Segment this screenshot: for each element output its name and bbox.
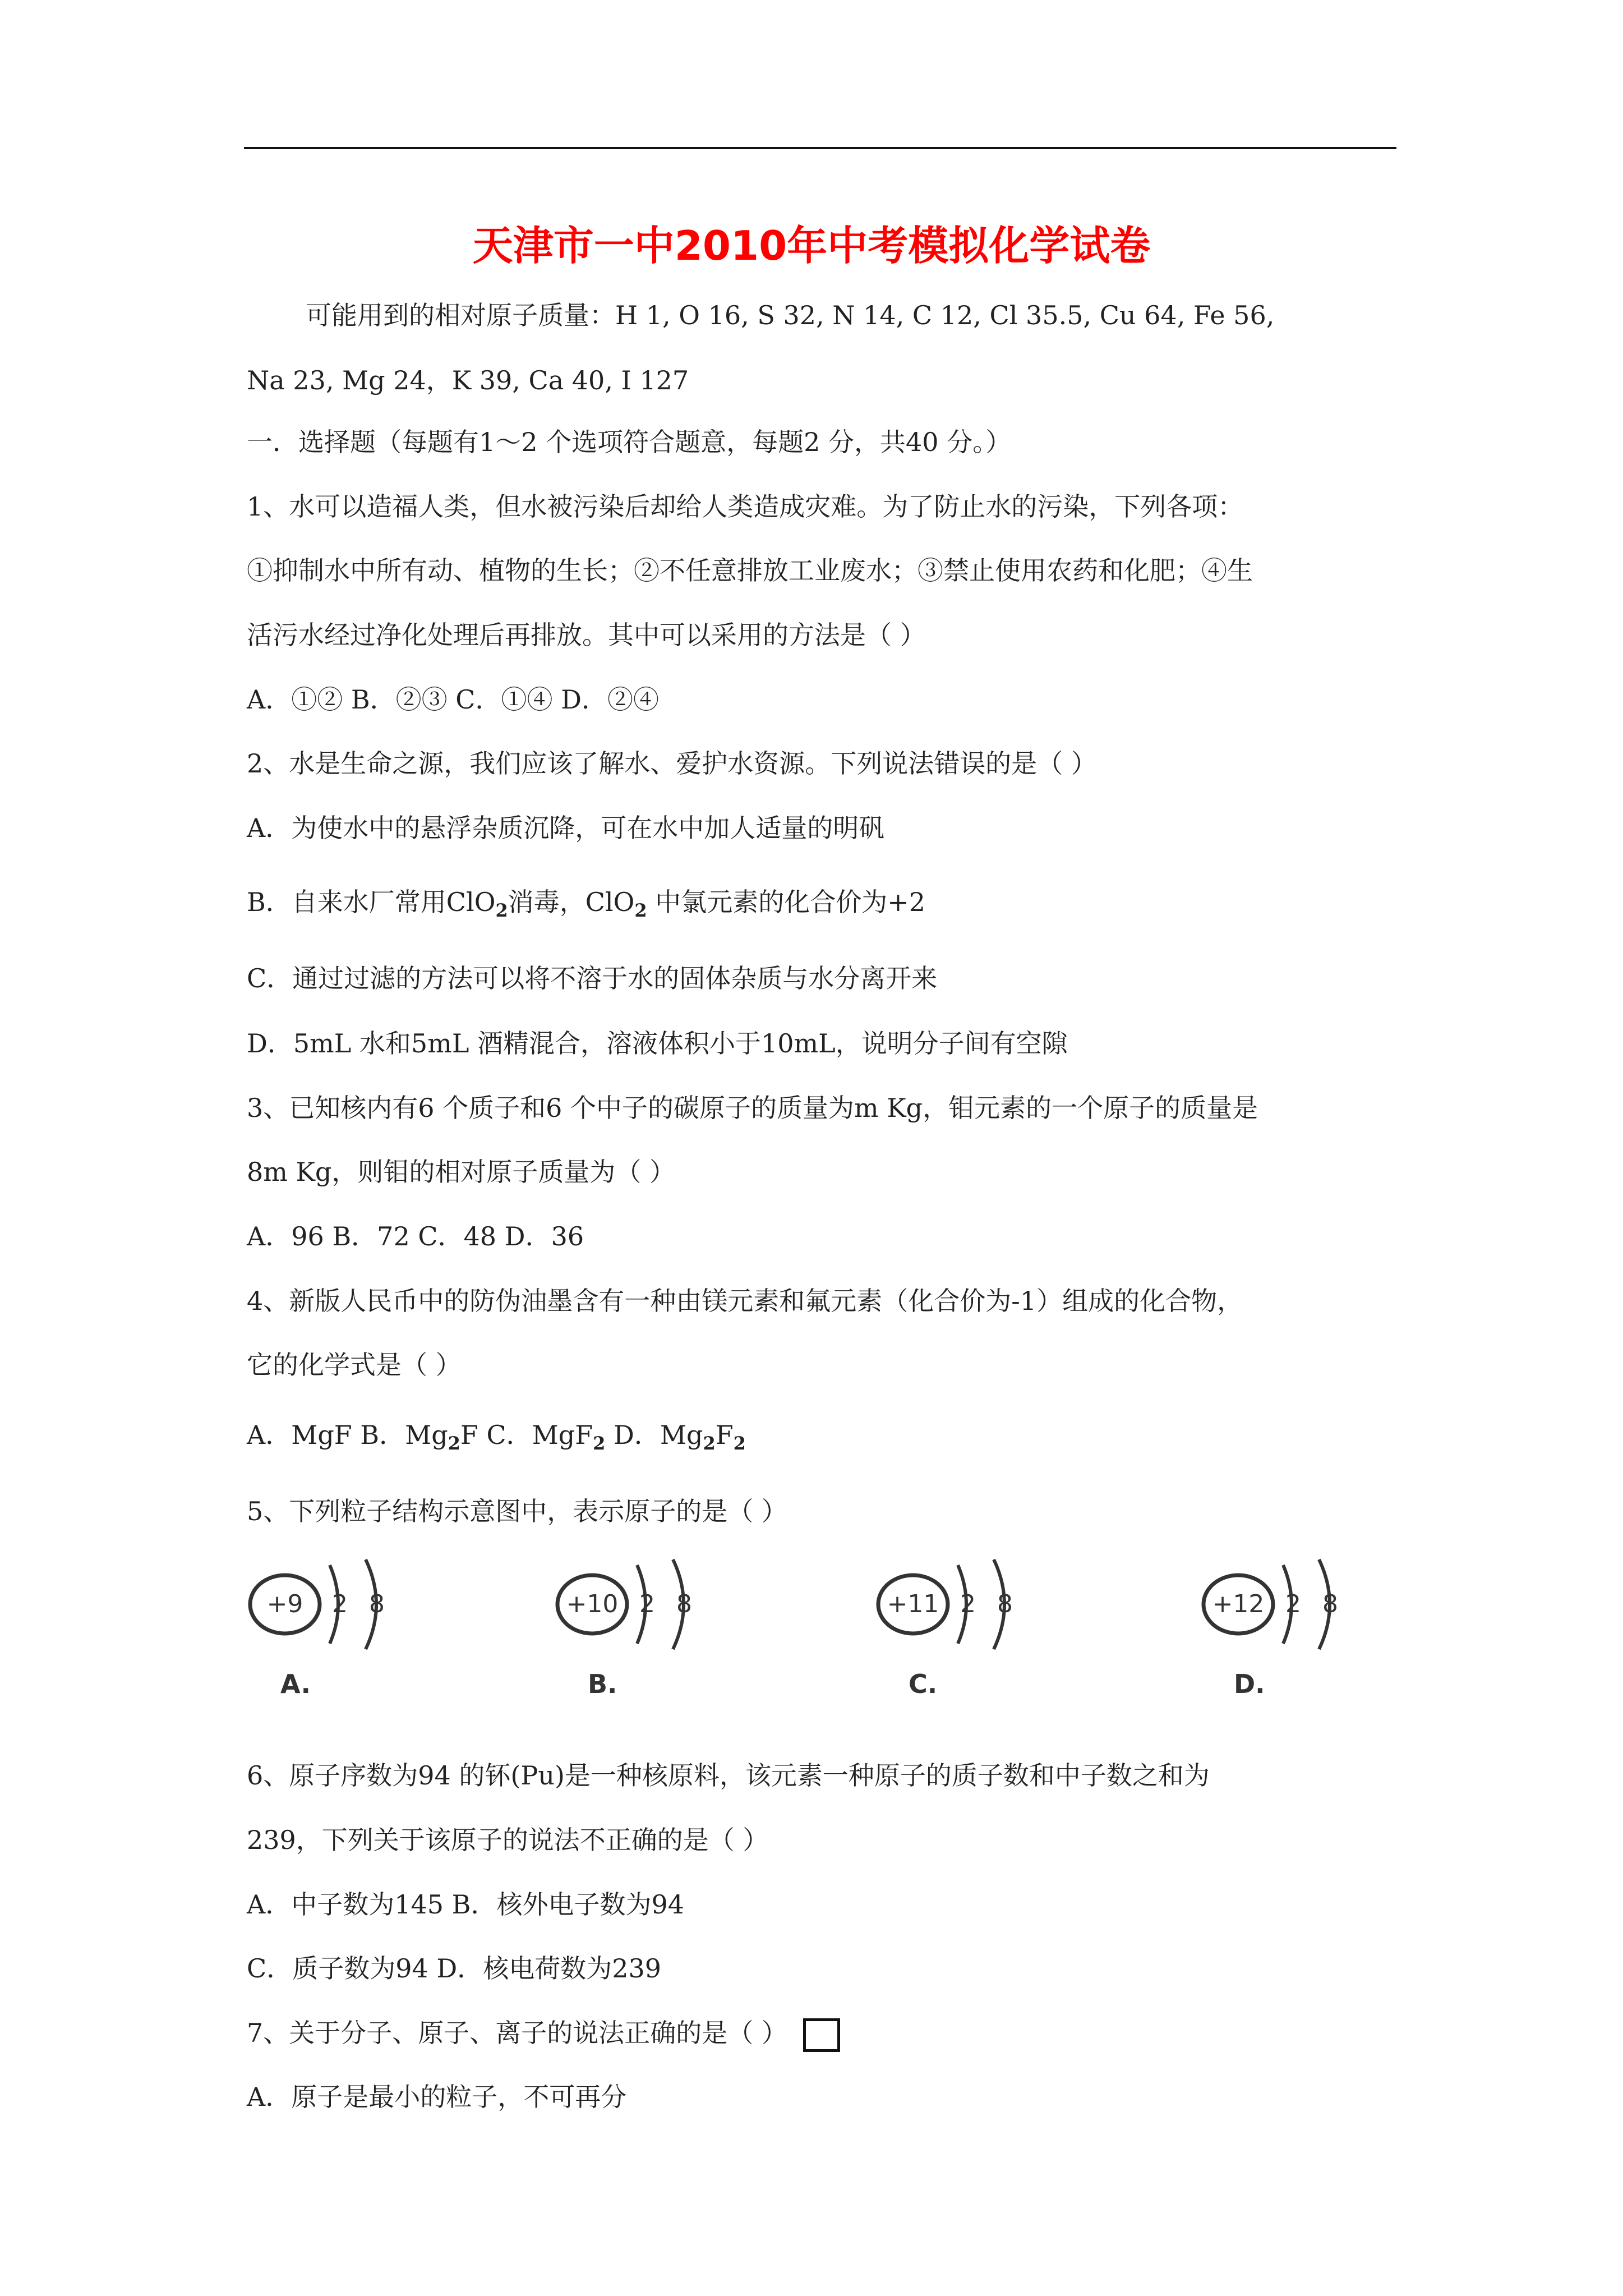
q6-options-line-1: A．中子数为145 B．核外电子数为94: [247, 1889, 684, 1920]
q2-option-b-part-1: B．自来水厂常用ClO: [247, 887, 496, 917]
header-rule: [244, 147, 1396, 149]
q4-option-part-1: A．MgF B．Mg: [247, 1420, 448, 1450]
q6-options-line-2: C．质子数为94 D．核电荷数为239: [247, 1953, 662, 1984]
q4-option-part-4: F: [715, 1420, 734, 1450]
section-header: 一．选择题（每题有1～2 个选项符合题意，每题2 分，共40 分。）: [247, 427, 1012, 457]
q2-option-b-part-2: 消毒，ClO: [508, 887, 635, 917]
atomic-mass-line-1: 可能用到的相对原子质量：H 1, O 16, S 32, N 14, C 12, Cl 35.5, Cu 64, Fe 56,: [306, 300, 1275, 330]
atom-structure-drawing: [1195, 1554, 1374, 1722]
particle-diagram-b: [548, 1554, 728, 1722]
q7-option-a: A．原子是最小的粒子，不可再分: [247, 2082, 627, 2112]
q4-option-part-3: D．Mg: [605, 1420, 703, 1450]
q4-stem-line-2: 它的化学式是（ ）: [247, 1350, 462, 1380]
q2-option-d: D．5mL 水和5mL 酒精混合，溶液体积小于10mL，说明分子间有空隙: [247, 1028, 1068, 1059]
q5-stem: 5、下列粒子结构示意图中，表示原子的是（ ）: [247, 1496, 787, 1526]
diagram-label: C.: [909, 1669, 938, 1699]
atomic-mass-line-2: Na 23, Mg 24，K 39, Ca 40, I 127: [247, 365, 689, 395]
q6-stem-line-2: 239，下列关于该原子的说法不正确的是（ ）: [247, 1825, 769, 1855]
subscript-2: 2: [448, 1433, 460, 1454]
q3-stem-line-2: 8m Kg，则钼的相对原子质量为（ ）: [247, 1157, 675, 1187]
shell-1-electrons: 2: [639, 1590, 655, 1618]
q3-options: A．96 B．72 C．48 D．36: [247, 1221, 584, 1251]
q1-stem-line-3: 活污水经过净化处理后再排放。其中可以采用的方法是（ ）: [247, 620, 926, 650]
subscript-2: 2: [495, 900, 508, 921]
subscript-2: 2: [733, 1433, 746, 1454]
nucleus-charge: +12: [1212, 1590, 1265, 1618]
q2-option-a: A．为使水中的悬浮杂质沉降，可在水中加人适量的明矾: [247, 813, 885, 843]
diagram-label: B.: [588, 1669, 617, 1699]
q1-stem-line-2: ①抑制水中所有动、植物的生长；②不任意排放工业废水；③禁止使用农药和化肥；④生: [247, 555, 1253, 586]
page-title: 天津市一中2010年中考模拟化学试卷: [472, 222, 1151, 269]
q4-stem-line-1: 4、新版人民币中的防伪油墨含有一种由镁元素和氟元素（化合价为-1）组成的化合物，: [247, 1286, 1243, 1316]
q6-stem-line-1: 6、原子序数为94 的钚(Pu)是一种核原料，该元素一种原子的质子数和中子数之和为: [247, 1760, 1210, 1791]
diagram-label: D.: [1234, 1669, 1265, 1699]
particle-diagram-d: [1195, 1554, 1374, 1722]
q1-options: A．①② B．②③ C．①④ D．②④: [247, 684, 659, 715]
q3-stem-line-1: 3、已知核内有6 个质子和6 个中子的碳原子的质量为m Kg，钼元素的一个原子的质量是: [247, 1093, 1258, 1123]
atom-structure-drawing: [548, 1554, 728, 1722]
q1-stem-line-1: 1、水可以造福人类，但水被污染后却给人类造成灾难。为了防止水的污染，下列各项：: [247, 491, 1244, 522]
q7-stem-text: 7、关于分子、原子、离子的说法正确的是（ ）: [247, 2018, 787, 2048]
nucleus-charge: +11: [887, 1590, 939, 1618]
q2-option-b-part-3: 中氯元素的化合价为+2: [647, 887, 926, 917]
particle-diagrams: [241, 1554, 1408, 1722]
shell-2-electrons: 8: [369, 1590, 385, 1618]
particle-diagram-a: [241, 1554, 421, 1722]
subscript-2: 2: [593, 1433, 606, 1454]
q2-option-c: C．通过过滤的方法可以将不溶于水的固体杂质与水分离开来: [247, 963, 938, 993]
diagram-label: A.: [280, 1669, 311, 1699]
shell-2-electrons: 8: [1322, 1590, 1338, 1618]
q4-option-part-2: F C．MgF: [460, 1420, 593, 1450]
q2-stem: 2、水是生命之源，我们应该了解水、爱护水资源。下列说法错误的是（ ）: [247, 748, 1097, 779]
nucleus-charge: +10: [566, 1590, 619, 1618]
subscript-2: 2: [634, 900, 647, 921]
shell-1-electrons: 2: [960, 1590, 976, 1618]
answer-box[interactable]: [803, 2018, 840, 2052]
subscript-2: 2: [703, 1433, 716, 1454]
q2-option-b: [247, 885, 925, 927]
shell-1-electrons: 2: [1285, 1590, 1301, 1618]
q4-options: [247, 1418, 746, 1460]
atom-structure-drawing: [241, 1554, 421, 1722]
atom-structure-drawing: [869, 1554, 1049, 1722]
shell-2-electrons: 8: [997, 1590, 1013, 1618]
q7-stem: [247, 2016, 840, 2052]
particle-diagram-c: [869, 1554, 1049, 1722]
shell-1-electrons: 2: [332, 1590, 348, 1618]
shell-2-electrons: 8: [676, 1590, 692, 1618]
nucleus-charge: +9: [266, 1590, 303, 1618]
